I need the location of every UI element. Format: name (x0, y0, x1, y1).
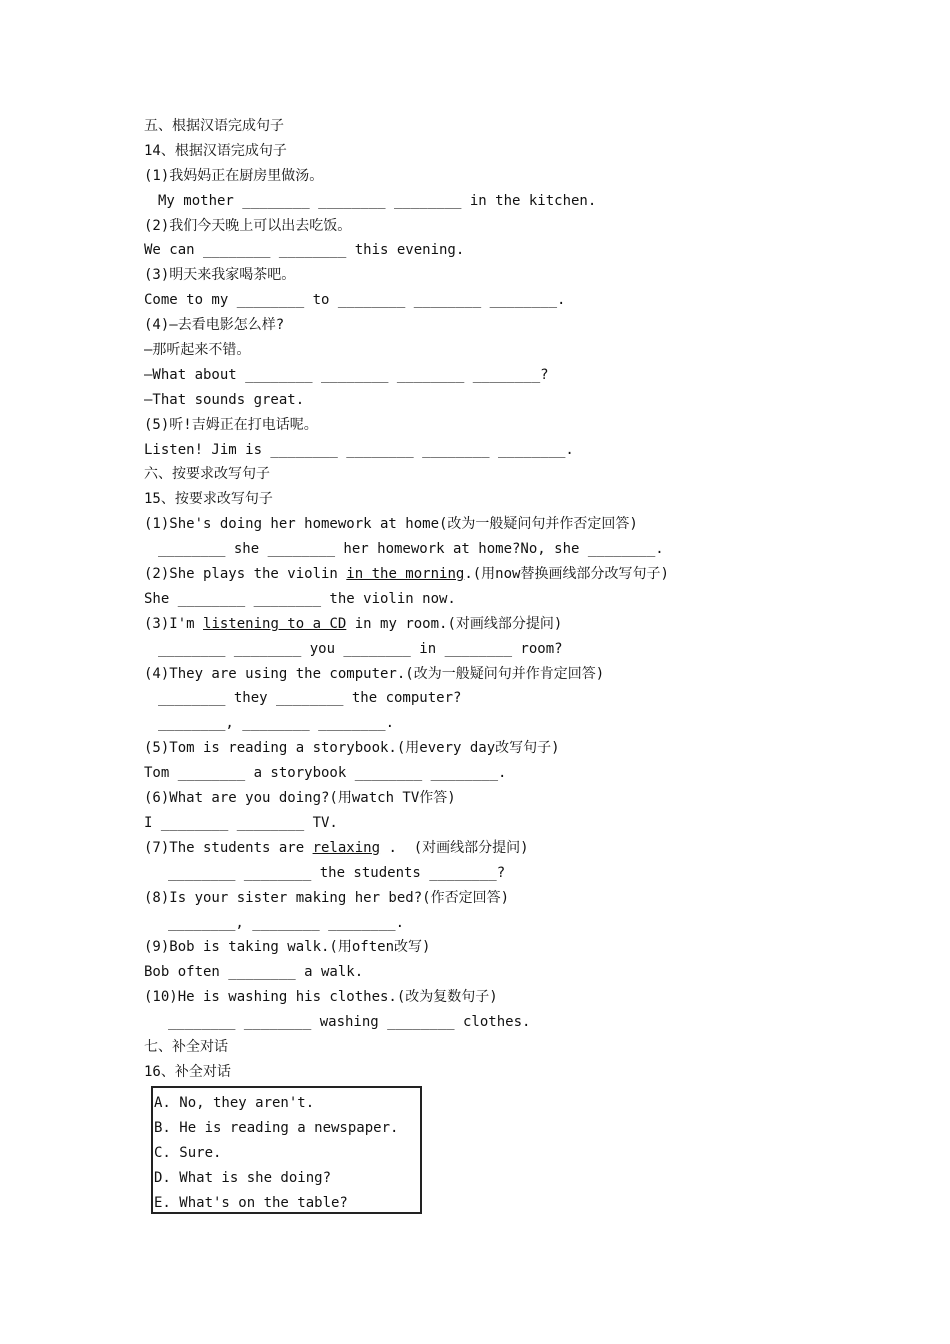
prompt-cn: (5)听!吉姆正在打电话呢。 (144, 416, 318, 433)
prompt-text: (7)The students are (144, 839, 313, 856)
answer-line: I ________ ________ TV. (144, 814, 338, 831)
rewrite-prompt: (1)She's doing her homework at home(改为一般疑问句并作否定回答) (144, 516, 638, 533)
option-item: C. Sure. (154, 1144, 222, 1161)
prompt-text: in my room.(对画线部分提问) (346, 615, 563, 632)
option-item: E. What's on the table? (154, 1194, 348, 1211)
section-heading: 七、补全对话 (144, 1038, 228, 1055)
question-title: 14、根据汉语完成句子 (144, 142, 287, 159)
rewrite-prompt (144, 612, 844, 637)
underlined-phrase: listening to a CD (203, 615, 347, 632)
answer-line: ________ ________ washing ________ clothes. (168, 1014, 531, 1031)
option-item: A. No, they aren't. (154, 1095, 315, 1111)
prompt-cn: —那听起来不错。 (144, 342, 251, 359)
prompt-cn: (3)明天来我家喝茶吧。 (144, 267, 296, 284)
answer-line: —What about ________ ________ ________ ________? (144, 366, 549, 383)
prompt-cn: (4)—去看电影怎么样? (144, 317, 285, 334)
rewrite-prompt: (8)Is your sister making her bed?(作否定回答) (144, 889, 510, 906)
rewrite-prompt: (6)What are you doing?(用watch TV作答) (144, 790, 456, 807)
underlined-phrase: in the morning (346, 566, 465, 583)
rewrite-prompt: (9)Bob is taking walk.(用often改写) (144, 939, 431, 956)
answer-line: ________ ________ the students ________? (168, 864, 506, 881)
rewrite-prompt: (10)He is washing his clothes.(改为复数句子) (144, 989, 498, 1006)
answer-line: Bob often ________ a walk. (144, 964, 364, 981)
answer-line: ________, ________ ________. (168, 914, 405, 931)
answer-line: She ________ ________ the violin now. (144, 590, 456, 607)
section-heading: 五、根据汉语完成句子 (144, 118, 284, 134)
prompt-cn: (2)我们今天晚上可以出去吃饭。 (144, 217, 352, 234)
answer-line: ________ they ________ the computer? (158, 690, 462, 707)
worksheet (144, 114, 844, 1085)
rewrite-prompt: (5)Tom is reading a storybook.(用every day改写句子) (144, 740, 560, 757)
answer-line: ________ she ________ her homework at home?No, she ________. (158, 541, 664, 558)
rewrite-prompt (144, 562, 844, 587)
rewrite-prompt: (4)They are using the computer.(改为一般疑问句并作肯定回答) (144, 665, 605, 682)
section-heading: 六、按要求改写句子 (144, 466, 270, 483)
answer-line: ________, ________ ________. (158, 715, 395, 732)
option-item: B. He is reading a newspaper. (154, 1119, 399, 1136)
answer-line: ________ ________ you ________ in ________ room? (158, 640, 563, 657)
question-title: 15、按要求改写句子 (144, 491, 273, 508)
option-item: D. What is she doing? (154, 1169, 332, 1186)
answer-line: My mother ________ ________ ________ in the kitchen. (158, 192, 597, 209)
prompt-text: .(用now替换画线部分改写句子) (464, 566, 669, 583)
answer-line: —That sounds great. (144, 391, 305, 408)
question-title: 16、补全对话 (144, 1063, 231, 1080)
underlined-phrase: relaxing (312, 839, 381, 856)
prompt-text: (3)I'm (144, 615, 204, 632)
answer-line: Tom ________ a storybook ________ ________. (144, 765, 507, 782)
prompt-text: . (对画线部分提问) (380, 839, 529, 856)
answer-line: Come to my ________ to ________ ________ ________. (144, 292, 566, 309)
options-box (151, 1086, 422, 1214)
answer-line: Listen! Jim is ________ ________ ________ ________. (144, 441, 574, 458)
prompt-cn: (1)我妈妈正在厨房里做汤。 (144, 167, 324, 184)
rewrite-prompt (144, 836, 844, 861)
prompt-text: (2)She plays the violin (144, 566, 347, 583)
answer-line: We can ________ ________ this evening. (144, 242, 465, 259)
